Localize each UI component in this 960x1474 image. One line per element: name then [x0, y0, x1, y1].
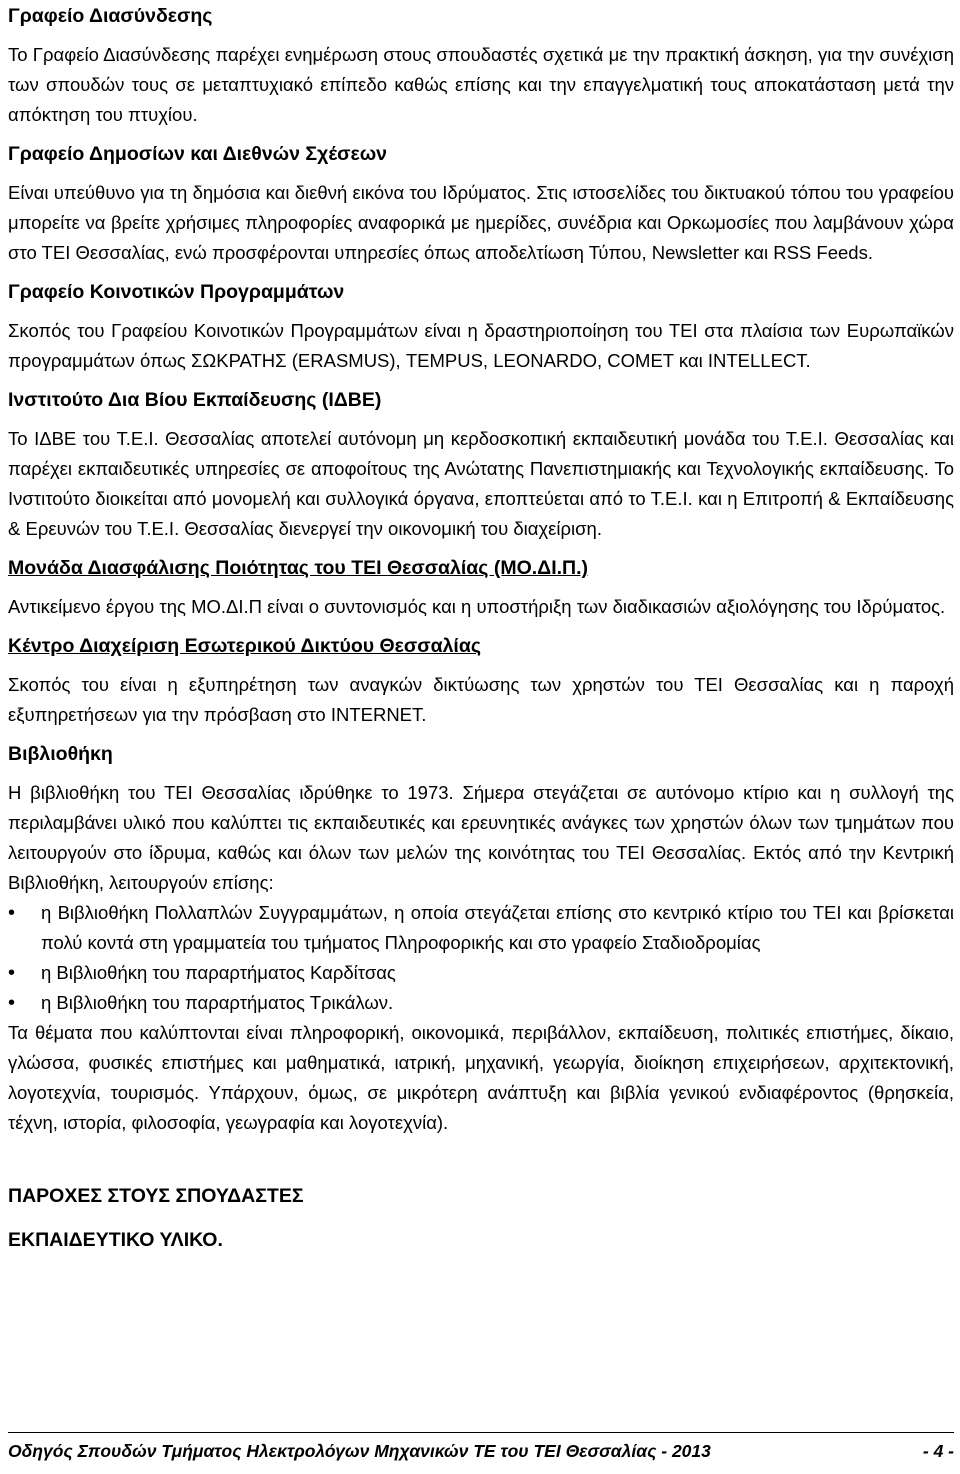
section-title-lifelong-learning: Ινστιτούτο Δια Βίου Εκπαίδευσης (ΙΔΒΕ)	[8, 389, 382, 411]
list-item: • η Βιβλιοθήκη του παραρτήματος Τρικάλων.	[8, 988, 954, 1018]
section-body-library: Η βιβλιοθήκη του ΤΕΙ Θεσσαλίας ιδρύθηκε το 1973. Σήμερα στεγάζεται σε αυτόνομο κτίριο και η συλλογή της περιλαμβάνει υλικό που καλύπτει τις εκπαιδευτικές και ερευνητικές ανάγκες των χρηστών όλων των τμημάτων που λειτουργούν στο ίδρυμα, καθώς και όλων των μελών της κοινότητας του ΤΕΙ Θεσσαλίας. Εκτός από την Κεντρική Βιβλιοθήκη, λειτουργούν επίσης:	[8, 782, 954, 893]
footer-title: Οδηγός Σπουδών Τμήματος Ηλεκτρολόγων Μηχανικών ΤΕ του ΤΕΙ Θεσσαλίας - 2013	[8, 1441, 711, 1461]
section-title-public-relations: Γραφείο Δημοσίων και Διεθνών Σχέσεων	[8, 143, 388, 165]
page-footer	[8, 1432, 954, 1463]
library-branches-list	[8, 898, 954, 1018]
section-title-library: Βιβλιοθήκη	[8, 743, 113, 765]
list-item: • η Βιβλιοθήκη Πολλαπλών Συγγραμμάτων, η οποία στεγάζεται επίσης στο κεντρικό κτίριο του ΤΕΙ και βρίσκεται πολύ κοντά στη γραμματεία του τμήματος Πληροφορικής και στο γραφείο Σταδιοδρομίας	[8, 898, 954, 958]
section-body-community-programs: Σκοπός του Γραφείου Κοινοτικών Προγραμμάτων είναι η δραστηριοποίηση του ΤΕΙ στα πλαίσια των Ευρωπαϊκών προγραμμάτων όπως ΣΩΚΡΑΤΗΣ (ERASMUS), TEMPUS, LEONARDO, COMET και INTELLECT.	[8, 320, 954, 371]
heading-student-services: ΠΑΡΟΧΕΣ ΣΤΟΥΣ ΣΠΟΥΔΑΣΤΕΣ	[8, 1185, 304, 1207]
section-title-network-center: Κέντρο Διαχείριση Εσωτερικού Δικτύου Θεσσαλίας	[8, 635, 481, 657]
list-item: • η Βιβλιοθήκη του παραρτήματος Καρδίτσας	[8, 958, 954, 988]
section-body-lifelong-learning: Το ΙΔΒΕ του Τ.Ε.Ι. Θεσσαλίας αποτελεί αυτόνομη μη κερδοσκοπική εκπαιδευτική μονάδα του Τ.Ε.Ι. Θεσσαλίας και παρέχει εκπαιδευτικές υπηρεσίες σε αποφοίτους της Ανώτατης Πανεπιστημιακής και Τεχνολογικής εκπαίδευσης. Το Ινστιτούτο διοικείται από μονομελή και συλλογικά όργανα, εποπτεύεται από το Τ.Ε.Ι. και η Επιτροπή & Εκπαίδευσης & Ερευνών του Τ.Ε.Ι. Θεσσαλίας διενεργεί την οικονομική του διαχείριση.	[8, 428, 954, 539]
library-topics-paragraph: Τα θέματα που καλύπτονται είναι πληροφορική, οικονομικά, περιβάλλον, εκπαίδευση, πολιτικές επιστήμες, δίκαιο, γλώσσα, φυσικές επιστήμες και μαθηματικά, ιατρική, μηχανική, γεωργία, διοίκηση επιχειρήσεων, αρχιτεκτονική, λογοτεχνία, τουρισμός. Υπάρχουν, όμως, σε μικρότερη ανάπτυξη και βιβλία γενικού ενδιαφέροντος (θρησκεία, τέχνη, ιστορία, φιλοσοφία, γεωγραφία και λογοτεχνία).	[8, 1022, 954, 1133]
section-title-quality-assurance: Μονάδα Διασφάλισης Ποιότητας του ΤΕΙ Θεσσαλίας (ΜΟ.ΔΙ.Π.)	[8, 557, 589, 579]
section-title-liaison-office: Γραφείο Διασύνδεσης	[8, 5, 213, 27]
section-body-liaison-office: Το Γραφείο Διασύνδεσης παρέχει ενημέρωση στους σπουδαστές σχετικά με την πρακτική άσκηση, για την συνέχιση των σπουδών τους σε μεταπτυχιακό επίπεδο καθώς επίσης και την επαγγελματική τους αποκατάσταση μετά την απόκτηση του πτυχίου.	[8, 44, 954, 125]
section-body-quality-assurance: Αντικείμενο έργου της ΜΟ.ΔΙ.Π είναι ο συντονισμός και η υποστήριξη των διαδικασιών αξιολόγησης του Ιδρύματος.	[8, 596, 946, 617]
document-page	[8, 0, 954, 1256]
heading-educational-material: ΕΚΠΑΙΔΕΥΤΙΚΟ ΥΛΙΚΟ.	[8, 1229, 223, 1251]
section-body-network-center: Σκοπός του είναι η εξυπηρέτηση των αναγκών δικτύωσης των χρηστών του ΤΕΙ Θεσσαλίας και η παροχή εξυπηρετήσεων για την πρόσβαση στο INTERNET.	[8, 674, 954, 725]
section-title-community-programs: Γραφείο Κοινοτικών Προγραμμάτων	[8, 281, 345, 303]
section-body-public-relations: Είναι υπεύθυνο για τη δημόσια και διεθνή εικόνα του Ιδρύματος. Στις ιστοσελίδες του δικτυακού τόπου του γραφείου μπορείτε να βρείτε χρήσιμες πληροφορίες αναφορικά με ημερίδες, συνέδρια και Ορκωμοσίες που λαμβάνουν χώρα στο ΤΕΙ Θεσσαλίας, ενώ προσφέρονται υπηρεσίες όπως αποδελτίωση Τύπου, Newsletter και RSS Feeds.	[8, 182, 954, 263]
page-number: - 4 -	[922, 1441, 954, 1461]
